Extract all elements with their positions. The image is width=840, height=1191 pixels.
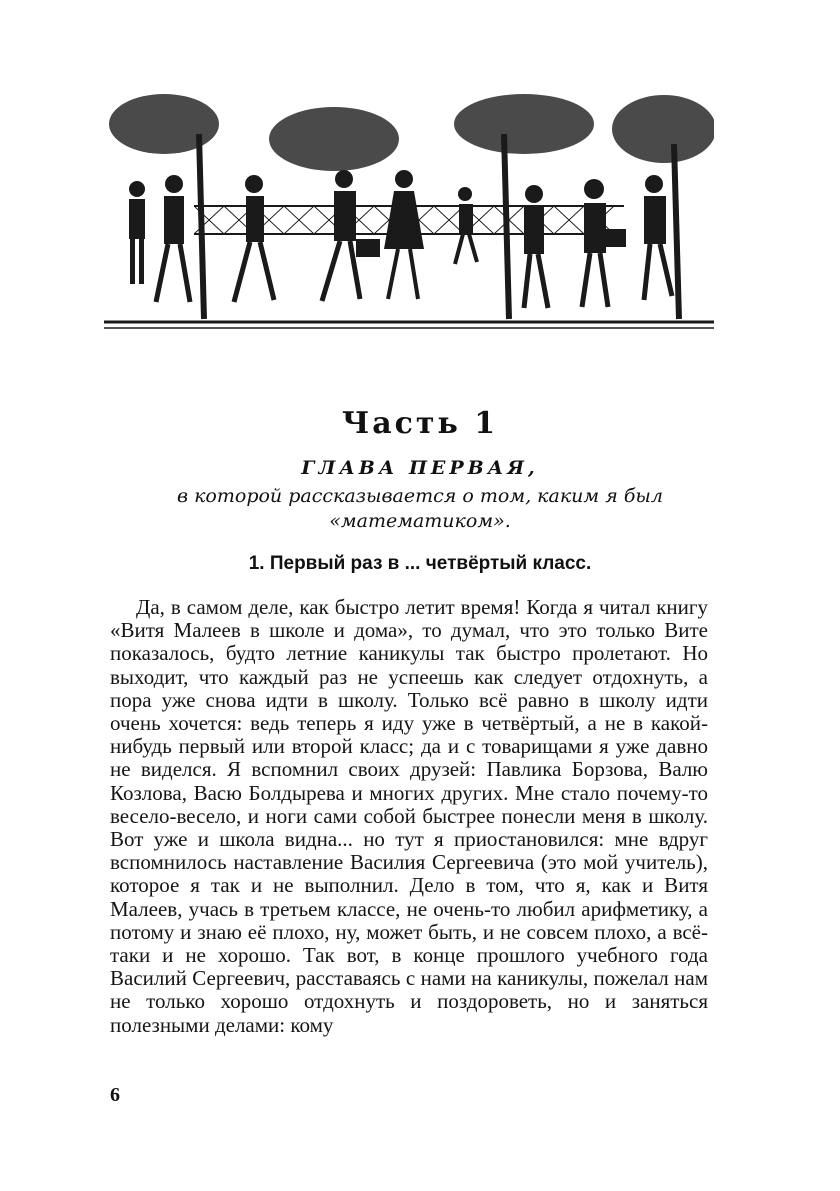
chapter-title: ГЛАВА ПЕРВАЯ, bbox=[301, 457, 539, 479]
chapter-subtitle: в которой рассказывается о том, каким я был «математиком». bbox=[176, 485, 663, 532]
children-walking-icon bbox=[104, 94, 714, 334]
page-number: 6 bbox=[110, 1084, 120, 1106]
part-title: Часть 1 bbox=[341, 406, 499, 441]
body-paragraph: Да, в самом деле, как быстро летит время! Когда я читал книгу «Витя Малеев в школе и дома», то думал, что это только Вите показалось, будто летние каникулы так быстро пролетают. Но выходит, что каждый раз не успеешь как следует отдохнуть, а пора уже снова идти в школу. Только всё равно в школу идти очень хочется: ведь теперь я иду уже в четвёртый, а не в какой-нибудь первый или второй класс; да и с товарищами я уже давно не виделся. Я вспомнил своих друзей: Павлика Борзова, Валю Козлова, Васю Болдырева и многих других. Мне стало почему-то весело-весело, и ноги сами собой быстрее понесли меня в школу. Вот уже и школа видна... но тут я приостановился: мне вдруг вспомнилось наставление Василия Сергеевича (это мой учитель), которое я так и не выполнил. Дело в том, что я, как и Витя Малеев, учась в третьем классе, не очень-то любил арифметику, а потому и знаю её плохо, ну, может быть, и не совсем плохо, а всё-таки и не хорошо. Так вот, в конце прошлого учебного года Василий Сергеевич, расставаясь с нами на каникулы, пожелал нам не только хорошо отдохнуть и поздороветь, но и заняться полезными делами: кому bbox=[110, 595, 708, 1037]
section-title: 1. Первый раз в ... четвёртый класс. bbox=[248, 553, 592, 574]
chapter-illustration bbox=[104, 94, 714, 334]
